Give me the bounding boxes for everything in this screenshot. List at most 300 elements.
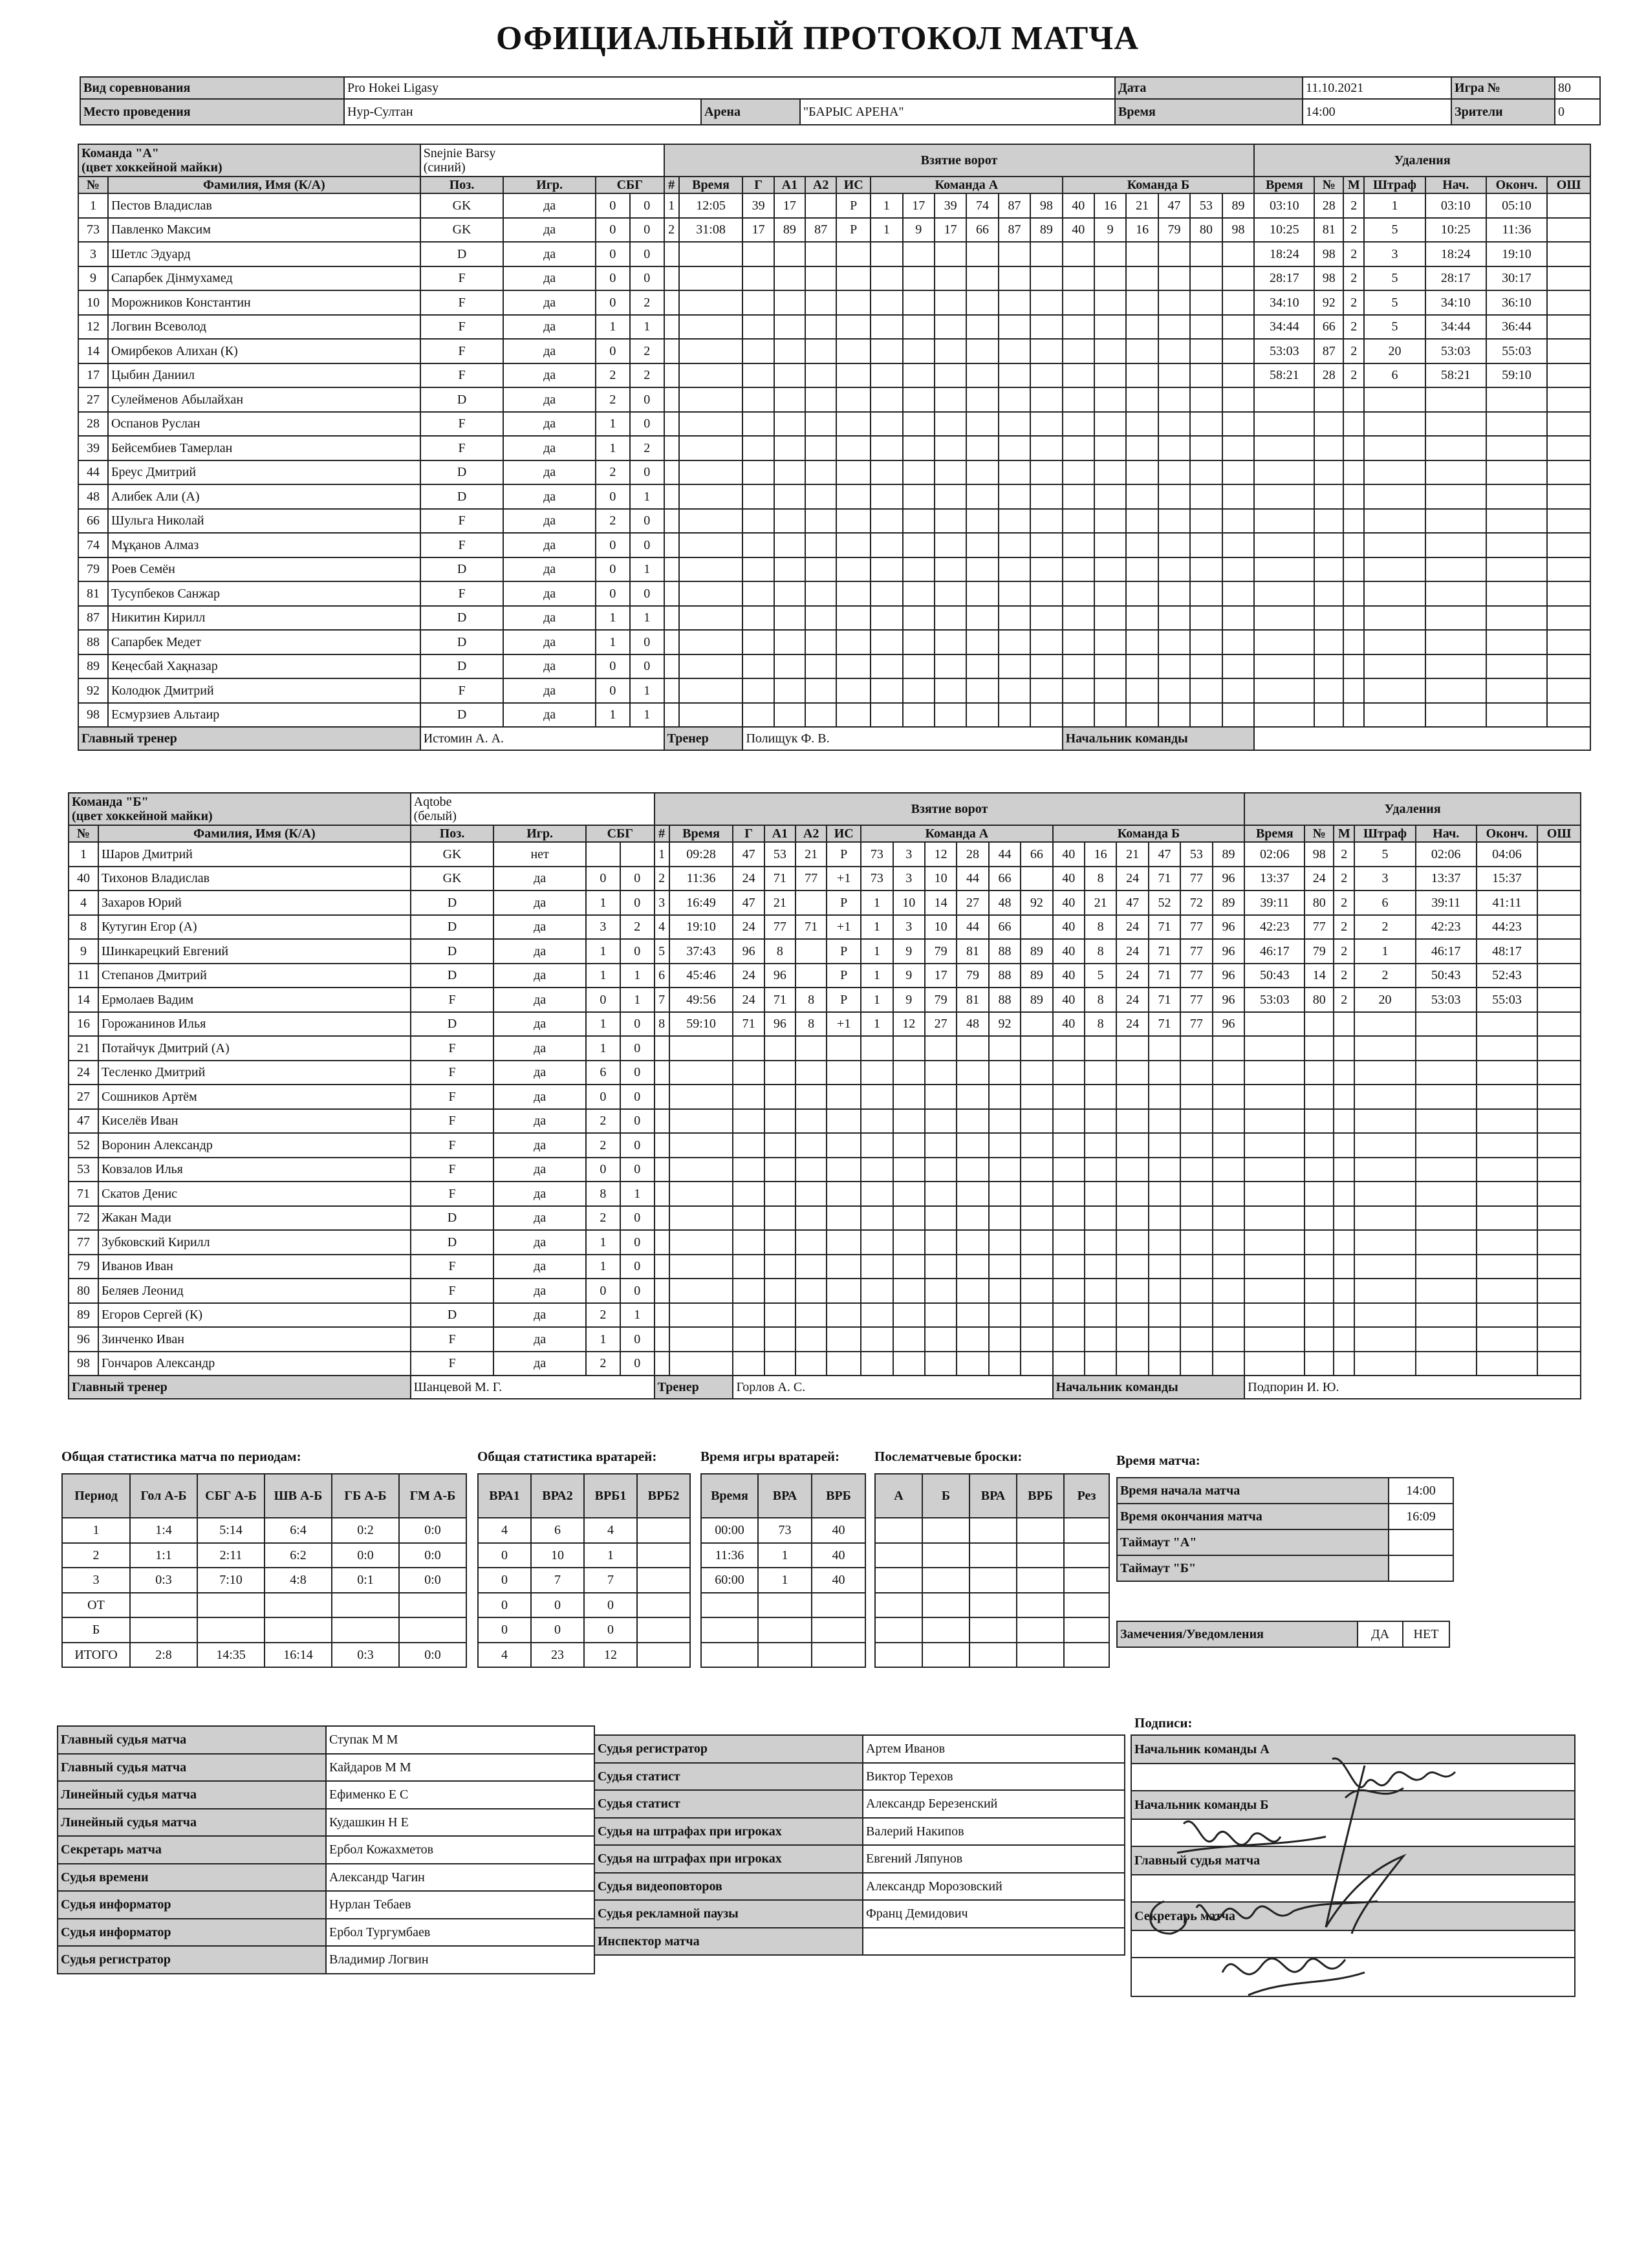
goal-cell xyxy=(1126,412,1158,437)
penalty-cell xyxy=(1477,1061,1537,1085)
stats-cell: 0:3 xyxy=(332,1643,399,1668)
goal-cell: 47 xyxy=(1149,842,1180,867)
pen-m-col: М xyxy=(1334,825,1354,842)
player-played: нет xyxy=(493,842,586,867)
goal-cell: 77 xyxy=(1180,939,1212,964)
penalty-cell xyxy=(1416,1012,1477,1037)
player-row xyxy=(69,1036,1581,1061)
goal-cell xyxy=(925,1352,957,1376)
pen-end-col: Оконч. xyxy=(1477,825,1537,842)
penalty-cell xyxy=(1425,654,1486,679)
goal-cell xyxy=(989,1303,1021,1328)
goal-cell xyxy=(861,1327,893,1352)
goal-cell xyxy=(1094,557,1126,582)
goal-cell xyxy=(733,1182,764,1206)
goal-cell: 1 xyxy=(861,1012,893,1037)
penalty-cell: 05:10 xyxy=(1486,193,1547,218)
goal-cell xyxy=(999,412,1030,437)
goal-cell xyxy=(1222,654,1255,679)
goal-cell xyxy=(925,1255,957,1279)
stats-cell: 0 xyxy=(478,1543,531,1568)
goal-cell: 40 xyxy=(1053,842,1085,867)
goal-cell: 77 xyxy=(1180,988,1212,1012)
penalty-cell xyxy=(1354,1158,1415,1182)
player-row xyxy=(69,842,1581,867)
penalty-cell xyxy=(1547,436,1590,460)
goal-cell xyxy=(989,1279,1021,1303)
a1-col: А1 xyxy=(764,825,796,842)
goal-number xyxy=(664,315,679,340)
goal-cell xyxy=(1116,1255,1148,1279)
goal-cell xyxy=(1158,581,1190,606)
goal-cell xyxy=(836,581,871,606)
player-position: F xyxy=(420,315,504,340)
penalty-cell xyxy=(1244,1012,1305,1037)
penalty-cell: 53:03 xyxy=(1244,988,1305,1012)
penalty-cell: 36:10 xyxy=(1486,290,1547,315)
goal-cell xyxy=(1053,1182,1085,1206)
penalty-cell xyxy=(1537,1206,1581,1231)
penalty-cell: 44:23 xyxy=(1477,915,1537,940)
player-row xyxy=(69,915,1581,940)
player-name: Алибек Али (А) xyxy=(108,484,420,509)
goal-cell xyxy=(805,315,836,340)
penalty-cell xyxy=(1254,387,1314,412)
goal-cell xyxy=(774,630,805,654)
pos-col: Поз. xyxy=(411,825,494,842)
goal-cell xyxy=(1213,1230,1245,1255)
player-sbg2: 2 xyxy=(620,915,655,940)
goal-cell xyxy=(733,1255,764,1279)
goal-cell: 89 xyxy=(1222,193,1255,218)
penalty-cell xyxy=(1244,1352,1305,1376)
goal-cell: +1 xyxy=(827,867,861,891)
penalty-cell: 18:24 xyxy=(1425,242,1486,266)
penalty-cell: 55:03 xyxy=(1477,988,1537,1012)
goal-cell xyxy=(903,533,935,557)
goal-cell xyxy=(893,1133,925,1158)
goal-cell xyxy=(935,557,966,582)
penalty-cell xyxy=(1425,484,1486,509)
goal-cell xyxy=(1190,630,1222,654)
goal-cell xyxy=(836,315,871,340)
goal-cell xyxy=(1116,1085,1148,1109)
goal-cell xyxy=(1158,509,1190,534)
player-name: Тесленко Дмитрий xyxy=(98,1061,411,1085)
penalty-cell xyxy=(1537,1255,1581,1279)
penalty-cell xyxy=(1334,1012,1354,1037)
goal-cell: 77 xyxy=(1180,867,1212,891)
penalty-cell xyxy=(1305,1012,1334,1037)
goal-cell xyxy=(1149,1158,1180,1182)
goal-cell xyxy=(903,654,935,679)
official-role: Судья статист xyxy=(594,1763,863,1791)
goal-cell: 3 xyxy=(893,915,925,940)
goal-number xyxy=(664,581,679,606)
team-b-section xyxy=(68,792,1581,1399)
goal-cell xyxy=(1063,678,1094,703)
player-position: D xyxy=(420,242,504,266)
goal-cell xyxy=(1190,436,1222,460)
goal-cell xyxy=(935,290,966,315)
player-number: 48 xyxy=(78,484,108,509)
player-row xyxy=(69,964,1581,988)
goal-number xyxy=(655,1206,669,1231)
a2-col: А2 xyxy=(805,177,836,193)
remarks-no[interactable]: НЕТ xyxy=(1403,1621,1449,1647)
penalty-cell xyxy=(1364,678,1425,703)
goal-cell xyxy=(999,630,1030,654)
goal-cell: 1 xyxy=(871,193,902,218)
goal-cell xyxy=(1222,509,1255,534)
penalty-cell xyxy=(1305,1206,1334,1231)
g-col: Г xyxy=(733,825,764,842)
penalty-cell xyxy=(1547,387,1590,412)
penalty-cell xyxy=(1254,436,1314,460)
penalty-cell xyxy=(1537,1303,1581,1328)
goal-cell xyxy=(764,1085,796,1109)
hash-col: # xyxy=(655,825,669,842)
goal-cell xyxy=(999,678,1030,703)
penalty-cell: 5 xyxy=(1364,315,1425,340)
penalty-cell: 2 xyxy=(1343,218,1364,243)
penalty-cell xyxy=(1254,460,1314,485)
stats-cell xyxy=(1017,1643,1064,1668)
player-number: 16 xyxy=(69,1012,98,1037)
player-played: да xyxy=(503,193,596,218)
goal-cell: 24 xyxy=(733,867,764,891)
goal-cell: 73 xyxy=(861,842,893,867)
goal-cell: 8 xyxy=(796,988,827,1012)
goal-cell xyxy=(1158,387,1190,412)
goal-cell xyxy=(1085,1206,1116,1231)
goal-cell xyxy=(836,412,871,437)
player-sbg: 2 xyxy=(586,1352,620,1376)
pos-col: Поз. xyxy=(420,177,504,193)
player-position: D xyxy=(411,915,494,940)
goal-cell xyxy=(669,1327,733,1352)
player-played: да xyxy=(503,703,596,728)
player-played: да xyxy=(493,915,586,940)
goal-cell xyxy=(796,1133,827,1158)
goal-cell xyxy=(1094,363,1126,388)
stats-cell: 40 xyxy=(812,1518,865,1543)
stats-header-row xyxy=(478,1474,690,1518)
goal-cell xyxy=(871,509,902,534)
player-name: Павленко Максим xyxy=(108,218,420,243)
official-row xyxy=(594,1818,1125,1846)
coach-row xyxy=(78,727,1590,750)
penalty-cell: 2 xyxy=(1343,266,1364,291)
goal-cell xyxy=(827,1327,861,1352)
goal-number xyxy=(664,533,679,557)
player-number: 98 xyxy=(78,703,108,728)
penalty-cell xyxy=(1425,460,1486,485)
goal-cell xyxy=(679,242,743,266)
goal-cell xyxy=(1116,1352,1148,1376)
goal-cell xyxy=(903,387,935,412)
goal-cell xyxy=(1021,1085,1052,1109)
stats-cell xyxy=(130,1593,197,1618)
goal-cell: 27 xyxy=(925,1012,957,1037)
penalty-cell xyxy=(1254,654,1314,679)
penalty-cell xyxy=(1425,509,1486,534)
player-number: 81 xyxy=(78,581,108,606)
goal-cell: 96 xyxy=(764,964,796,988)
goalie-time-table xyxy=(700,1473,866,1668)
goal-cell: 16 xyxy=(1085,842,1116,867)
player-position: F xyxy=(411,1158,494,1182)
goal-cell xyxy=(1053,1255,1085,1279)
player-played: да xyxy=(503,339,596,363)
player-row xyxy=(78,412,1590,437)
penalty-cell xyxy=(1416,1036,1477,1061)
goal-cell xyxy=(1094,703,1126,728)
goal-cell xyxy=(957,1303,988,1328)
goal-cell xyxy=(827,1036,861,1061)
player-sbg2: 0 xyxy=(620,1133,655,1158)
official-name: Ступак М М xyxy=(326,1726,594,1754)
player-row xyxy=(78,654,1590,679)
official-role: Инспектор матча xyxy=(594,1928,863,1956)
penalty-cell xyxy=(1547,533,1590,557)
player-played: да xyxy=(503,509,596,534)
time-col: Время xyxy=(1244,825,1305,842)
time-value: 14:00 xyxy=(1303,99,1451,125)
stats-cell xyxy=(1017,1543,1064,1568)
stats-row xyxy=(478,1568,690,1593)
player-position: D xyxy=(420,557,504,582)
player-name: Кеңесбай Хақназар xyxy=(108,654,420,679)
penalty-cell xyxy=(1537,1158,1581,1182)
penalty-cell xyxy=(1537,1012,1581,1037)
stats-header-cell: Рез xyxy=(1064,1474,1109,1518)
stats-cell xyxy=(265,1617,332,1643)
player-sbg: 2 xyxy=(596,387,630,412)
officials-right-table xyxy=(594,1734,1125,1956)
hash-col: # xyxy=(664,177,679,193)
player-name: Сулейменов Абылайхан xyxy=(108,387,420,412)
goal-cell xyxy=(957,1327,988,1352)
penalty-cell xyxy=(1343,557,1364,582)
penalty-cell xyxy=(1364,460,1425,485)
pen-start-col: Нач. xyxy=(1416,825,1477,842)
goal-cell xyxy=(836,363,871,388)
player-number: 98 xyxy=(69,1352,98,1376)
goal-cell xyxy=(871,266,902,291)
penalty-cell xyxy=(1416,1061,1477,1085)
player-sbg2: 0 xyxy=(630,242,664,266)
stats-header-row xyxy=(62,1474,466,1518)
penalty-cell xyxy=(1254,484,1314,509)
goal-cell xyxy=(893,1230,925,1255)
player-name: Морожников Константин xyxy=(108,290,420,315)
goal-cell xyxy=(669,1279,733,1303)
penalty-cell xyxy=(1354,1230,1415,1255)
penalty-cell: 2 xyxy=(1343,339,1364,363)
penalty-cell xyxy=(1547,630,1590,654)
arena-label: Арена xyxy=(701,99,800,125)
penalty-cell xyxy=(1477,1182,1537,1206)
goal-cell: 40 xyxy=(1053,915,1085,940)
player-played: да xyxy=(503,533,596,557)
player-position: D xyxy=(420,630,504,654)
goal-cell xyxy=(742,290,774,315)
goal-cell xyxy=(742,266,774,291)
penalty-cell: 02:06 xyxy=(1244,842,1305,867)
penalty-cell xyxy=(1486,606,1547,631)
goal-cell: 87 xyxy=(999,218,1030,243)
player-row xyxy=(69,1230,1581,1255)
goal-cell xyxy=(1116,1327,1148,1352)
stats-row xyxy=(701,1518,865,1543)
goal-cell xyxy=(796,1085,827,1109)
goal-cell xyxy=(1213,1085,1245,1109)
goal-cell xyxy=(1190,678,1222,703)
goal-cell: 96 xyxy=(1213,964,1245,988)
player-position: F xyxy=(420,533,504,557)
goal-cell xyxy=(1190,363,1222,388)
penalty-cell xyxy=(1334,1327,1354,1352)
goal-cell: 73 xyxy=(861,867,893,891)
goal-cell xyxy=(1021,1133,1052,1158)
goal-cell: 40 xyxy=(1053,964,1085,988)
goal-cell xyxy=(764,1109,796,1134)
penalty-cell xyxy=(1244,1133,1305,1158)
goal-number xyxy=(664,630,679,654)
goal-cell xyxy=(1222,436,1255,460)
penalty-cell: 46:17 xyxy=(1416,939,1477,964)
player-number: 9 xyxy=(78,266,108,291)
player-row xyxy=(69,988,1581,1012)
penalty-cell: 50:43 xyxy=(1416,964,1477,988)
goal-cell xyxy=(966,266,998,291)
goal-cell xyxy=(1030,436,1062,460)
player-position: D xyxy=(420,606,504,631)
official-role: Судья регистратор xyxy=(594,1735,863,1763)
venue-label: Место проведения xyxy=(80,99,344,125)
goal-cell xyxy=(669,1303,733,1328)
penalty-cell xyxy=(1416,1352,1477,1376)
goal-cell xyxy=(935,630,966,654)
stats-header-cell: ВРБ1 xyxy=(584,1474,637,1518)
penalty-cell xyxy=(1364,703,1425,728)
penalty-cell xyxy=(1547,315,1590,340)
stats-cell xyxy=(1017,1593,1064,1618)
stats-header-cell: ГМ А-Б xyxy=(399,1474,466,1518)
goal-number xyxy=(655,1109,669,1134)
goal-cell xyxy=(796,891,827,915)
player-played: да xyxy=(493,1158,586,1182)
goal-cell xyxy=(1190,387,1222,412)
goal-cell xyxy=(836,266,871,291)
player-row xyxy=(78,266,1590,291)
goal-cell xyxy=(1085,1255,1116,1279)
goal-cell: 98 xyxy=(1030,193,1062,218)
stats-cell xyxy=(922,1568,969,1593)
remarks-yes[interactable]: ДА xyxy=(1358,1621,1403,1647)
goal-cell xyxy=(1149,1133,1180,1158)
player-name: Гончаров Александр xyxy=(98,1352,411,1376)
goalie-stats-table xyxy=(477,1473,691,1668)
team-color-value: (белый) xyxy=(413,809,457,823)
goal-number xyxy=(664,557,679,582)
stats-row xyxy=(62,1543,466,1568)
team-manager-value: Подпорин И. Ю. xyxy=(1244,1376,1581,1399)
player-sbg: 0 xyxy=(596,533,630,557)
goal-cell xyxy=(669,1182,733,1206)
player-row xyxy=(78,436,1590,460)
goal-cell xyxy=(774,581,805,606)
goal-cell xyxy=(1180,1303,1212,1328)
goal-cell xyxy=(827,1255,861,1279)
stats-header-cell: Период xyxy=(62,1474,130,1518)
goal-cell: 52 xyxy=(1149,891,1180,915)
goal-cell: 16 xyxy=(1126,218,1158,243)
player-sbg: 2 xyxy=(596,363,630,388)
penalty-cell xyxy=(1486,460,1547,485)
goal-number: 3 xyxy=(655,891,669,915)
goal-cell xyxy=(805,193,836,218)
player-row xyxy=(78,339,1590,363)
goal-cell: 17 xyxy=(774,193,805,218)
penalty-cell xyxy=(1254,581,1314,606)
player-position: F xyxy=(411,1255,494,1279)
penalty-cell xyxy=(1244,1230,1305,1255)
player-sbg2: 0 xyxy=(620,939,655,964)
stats-cell xyxy=(812,1643,865,1668)
penalty-cell xyxy=(1354,1036,1415,1061)
player-sbg: 2 xyxy=(586,1303,620,1328)
goal-cell: 1 xyxy=(861,915,893,940)
penalty-cell xyxy=(1343,509,1364,534)
player-row xyxy=(78,290,1590,315)
goal-cell xyxy=(1180,1109,1212,1134)
player-position: F xyxy=(420,581,504,606)
goal-number xyxy=(655,1255,669,1279)
goal-cell xyxy=(679,460,743,485)
stats-cell xyxy=(812,1593,865,1618)
goal-cell xyxy=(1053,1109,1085,1134)
player-sbg: 0 xyxy=(596,557,630,582)
goal-cell xyxy=(999,242,1030,266)
goal-cell xyxy=(1030,290,1062,315)
goal-number xyxy=(664,412,679,437)
player-sbg: 0 xyxy=(596,266,630,291)
penalty-cell: 19:10 xyxy=(1486,242,1547,266)
stats-cell xyxy=(969,1643,1017,1668)
stats-header-cell: Гол А-Б xyxy=(130,1474,197,1518)
goal-cell xyxy=(1116,1279,1148,1303)
official-name xyxy=(863,1928,1125,1956)
goal-cell xyxy=(1094,630,1126,654)
match-time-table xyxy=(1116,1477,1454,1582)
penalty-cell xyxy=(1425,703,1486,728)
penalty-cell xyxy=(1364,606,1425,631)
goal-cell xyxy=(1222,290,1255,315)
goal-cell: 21 xyxy=(1085,891,1116,915)
pen-start-col: Нач. xyxy=(1425,177,1486,193)
goalie-time-title: Время игры вратарей: xyxy=(700,1449,840,1464)
stats-row xyxy=(62,1617,466,1643)
goal-cell: 96 xyxy=(1213,988,1245,1012)
goal-cell xyxy=(1213,1303,1245,1328)
goal-cell xyxy=(1030,412,1062,437)
goal-cell xyxy=(966,436,998,460)
player-position: GK xyxy=(420,193,504,218)
penalty-cell xyxy=(1537,1230,1581,1255)
player-played: да xyxy=(493,1109,586,1134)
